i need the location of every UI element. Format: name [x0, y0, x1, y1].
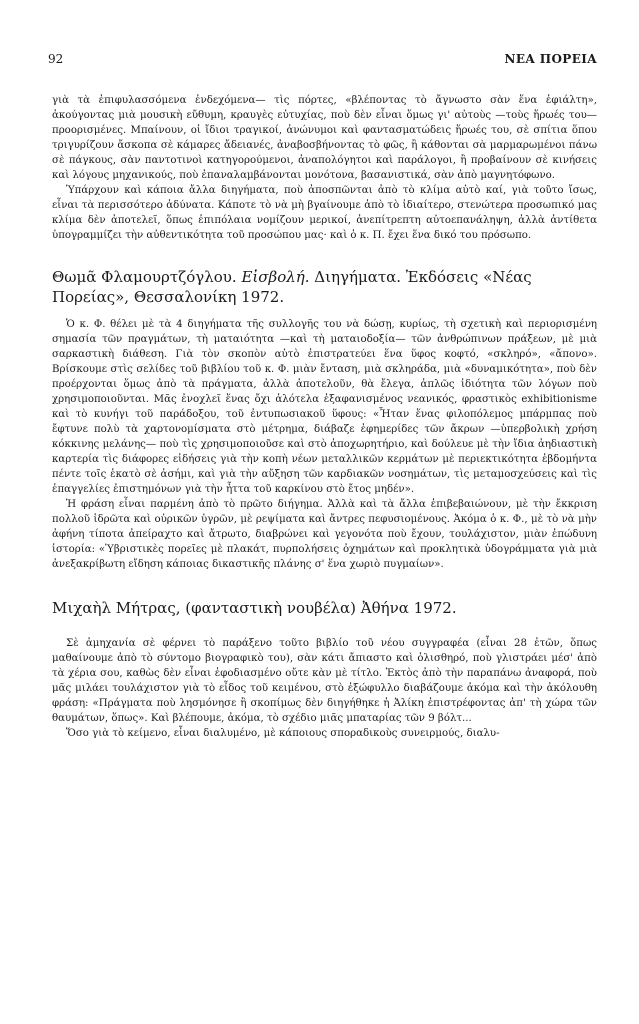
review-details: Διηγήματα. Ἐκδόσεις «Νέας Πορείας», Θεσσαλονίκη 1972.	[52, 268, 532, 306]
paragraph: γιὰ τὰ ἐπιφυλασσόμενα ἐνδεχόμενα— τὶς πόρτες, «βλέποντας τὸ ἄγνωστο σὰν ἕνα ἐφιάλτη», ἀκούγοντας μιὰ μουσικὴ εὔθυμη, κραυγὲς εὐτυχίας, ποὺ δὲν εἶναι ὅμως γι' αὐτοὺς —τοὺς ἥρωές του— προορισμένες. Μπαίνουν, οἱ ἴδιοι τραγικοί, ἀνώνυμοι καὶ φαντασματώδεις ἥρωές του, σὲ σπίτια ὅπου τριγυρίζουν ἄσκοπα σὲ κάμαρες ἄδειανές, ἀναβοσβήνοντας τὸ φῶς, ἢ κάθονται σὰ μαρμαρωμένοι πάνω σὲ πάγκους, σὰν παντοτινοὶ κατηγορούμενοι, ἀναπολόγητοι καὶ παράλογοι, ἢ προβαίνουν σὲ κινήσεις καὶ λόγους μηχανικούς, ποὺ ἐπαναλαμβάνονται μονότονα, βασανιστικά, σὰν ἀπὸ μαγνητόφωνο.	[52, 95, 597, 181]
running-title: ΝΕΑ ΠΟΡΕΙΑ	[504, 52, 597, 66]
review-author: Θωμᾶ Φλαμουρτζόγλου.	[52, 268, 237, 286]
page-number: 92	[48, 52, 64, 66]
paragraph: Ὁ κ. Φ. θέλει μὲ τὰ 4 διηγήματα τῆς συλλογῆς του νὰ δώσῃ, κυρίως, τὴ σχετικὴ καὶ περιορισμένη σημασία τῶν πραγμάτων, τὴ ματαιότητα —καὶ τὴ ματαιοδοξία— τῶν ἀνθρώπινων πράξεων, μὲ μιὰ σαρκαστικὴ διάθεση. Γιὰ τὸν σκοπὸν αὐτὸ ἐπιστρατεύει ἕνα ὕφος κοφτό, «σκληρό», «ἄπονο». Βρίσκουμε στὶς σελίδες τοῦ βιβλίου τοῦ κ. Φ. μιὰν ἔνταση, μιὰ σκληράδα, μιὰ «δυναμικότητα», ποὺ δὲν προέρχονται ὅμως ἀπὸ τὰ πράγματα, ἀλλὰ ἀποτελοῦν, θὰ ἔλεγα, ἁπλῶς ἰδιότητα τῶν λόγων ποὺ χρησιμοποιοῦνται. Μᾶς ἐνοχλεῖ ἕνας ὄχι ἀλότελα ἐξαφανισμένος νεανικός, φραστικὸς exhibitionisme καὶ τὸ κυνήγι τοῦ παράδοξου, τοῦ ἐντυπωσιακοῦ ὕφους: «Ἦταν ἕνας φιλοπόλεμος μπάρμπας ποὺ ἔφτυνε πολὺ τὰ χαρτονομίσματα στὸ μέτρημα, διάβαζε ἐφημερίδες τῶν ἄκρων —ὑπερβολικὴ χρήση κόκκινης μελάνης— ποὺ τὶς χρησιμοποιοῦσε καὶ στὸ ἀποχωρητήριο, καὶ δούλευε μὲ τὴν ἴδια ἀηδιαστικὴ καρτερία τὶς διάφορες εἰδήσεις γιὰ τὴν κοπὴ νέων μεταλλικῶν κερμάτων μὲ περιεκτικότητα ἑβδομήντα πέντε τοῖς ἑκατὸ σὲ ἀσήμι, καὶ γιὰ τὴν αὔξηση τῶν καρδιακῶν νοσημάτων, τὶς μεταμοσχεύσεις καὶ τὶς ἐπαγγελίες ἐπιστημόνων γιὰ τὴν ἧττα τοῦ καρκίνου στὸ ἔτος μηδέν».	[52, 319, 597, 495]
paragraph: Ὅσο γιὰ τὸ κείμενο, εἶναι διαλυμένο, μὲ κάποιους σποραδικοὺς συνειρμούς, διαλυ-	[66, 728, 500, 739]
page-body	[52, 93, 597, 741]
review-heading: Μιχαὴλ Μήτρας, (φανταστικὴ νουβέλα) Ἀθήνα 1972.	[52, 599, 457, 617]
page-header	[44, 52, 597, 70]
paragraph: Ὑπάρχουν καὶ κάποια ἄλλα διηγήματα, ποὺ ἀποσπῶνται ἀπὸ τὸ κλίμα αὐτὸ καί, γιὰ τοῦτο ἴσως, εἶναι τὰ περισσότερο ἀδύνατα. Κάποτε τὸ νὰ μὴ βγαίνουμε ἀπὸ τὸ ἰδιαίτερο, στενώτερα προσωπικό μας κλίμα δὲν ἀποτελεῖ, ὅπως ἐπιπόλαια νομίζουν μερικοί, ἀνεπίτρεπτη αὐτοεπανάληψη, ἀλλὰ ἀντίθετα ὑπογραμμίζει τὴν αὐθεντικότητα τοῦ προσώπου μας· καὶ ὁ κ. Π. ἔχει ἕνα δικό του πρόσωπο.	[52, 185, 597, 241]
review-book-title: Εἰσβολή.	[241, 268, 310, 286]
paragraph: Ἡ φράση εἶναι παρμένη ἀπὸ τὸ πρῶτο διήγημα. Ἀλλὰ καὶ τὰ ἄλλα ἐπιβεβαιώνουν, μὲ τὴν ἔκκριση πολλοῦ ἱδρῶτα καὶ οὐρικῶν ὑγρῶν, μὲ ρεψίματα καὶ ἄντρες πεφυσιομένους. Ἀκόμα ὁ κ. Φ., μὲ τὸ νὰ μὴν ἀφήνη τίποτα ἀπείραχτο καὶ ἄτρωτο, διαβρώνει καὶ γεγονότα ποὺ ἔχουν, τουλάχιστον, μιὰν ἐπώδυνη ἱστορία: «Ὑβριστικὲς πορεῖες μὲ πλακάτ, πυρπολήσεις ὀχημάτων καὶ προκλητικὰ ὑδογράμματα γιὰ μιὰ ἀνεξακρίβωτη εἴδηση κάποιας δικαστικῆς πλάνης σ' ἕνα χωριὸ πυγμαίων».	[52, 499, 597, 570]
paragraph: Σὲ ἀμηχανία σὲ φέρνει τὸ παράξενο τοῦτο βιβλίο τοῦ νέου συγγραφέα (εἶναι 28 ἐτῶν, ὅπως μαθαίνουμε ἀπὸ τὸ σύντομο βιογραφικὸ του), σὰν κάτι ἄπιαστο καὶ ὀλισθηρό, ποὺ γλιστράει μέσ' ἀπὸ τὰ χέρια σου, καθὼς δὲν εἶναι ἐφοδιασμένο οὔτε κὰν μὲ τίτλο. Ἐκτὸς ἀπὸ τὴν παραπάνω ἀναφορά, ποὺ μᾶς μιλάει τουλάχιστον γιὰ τὸ εἶδος τοῦ κειμένου, στὸ ἐξώφυλλο διαβάζουμε ἀκόμα καὶ τὴν ἀκόλουθη φράση: «Πράγματα ποὺ λησμόνησε ἢ σκοπίμως δὲν διηγήθηκε ἡ Ἀλίκη ἐπιστρέφοντας ἀπ' τὴ χώρα τῶν θαυμάτων, ὅπως». Καὶ βλέπουμε, ἀκόμα, τὸ σχέδιο μιᾶς μπαταρίας τῶν 9 βόλτ...	[52, 638, 597, 724]
review-heading	[52, 267, 597, 307]
